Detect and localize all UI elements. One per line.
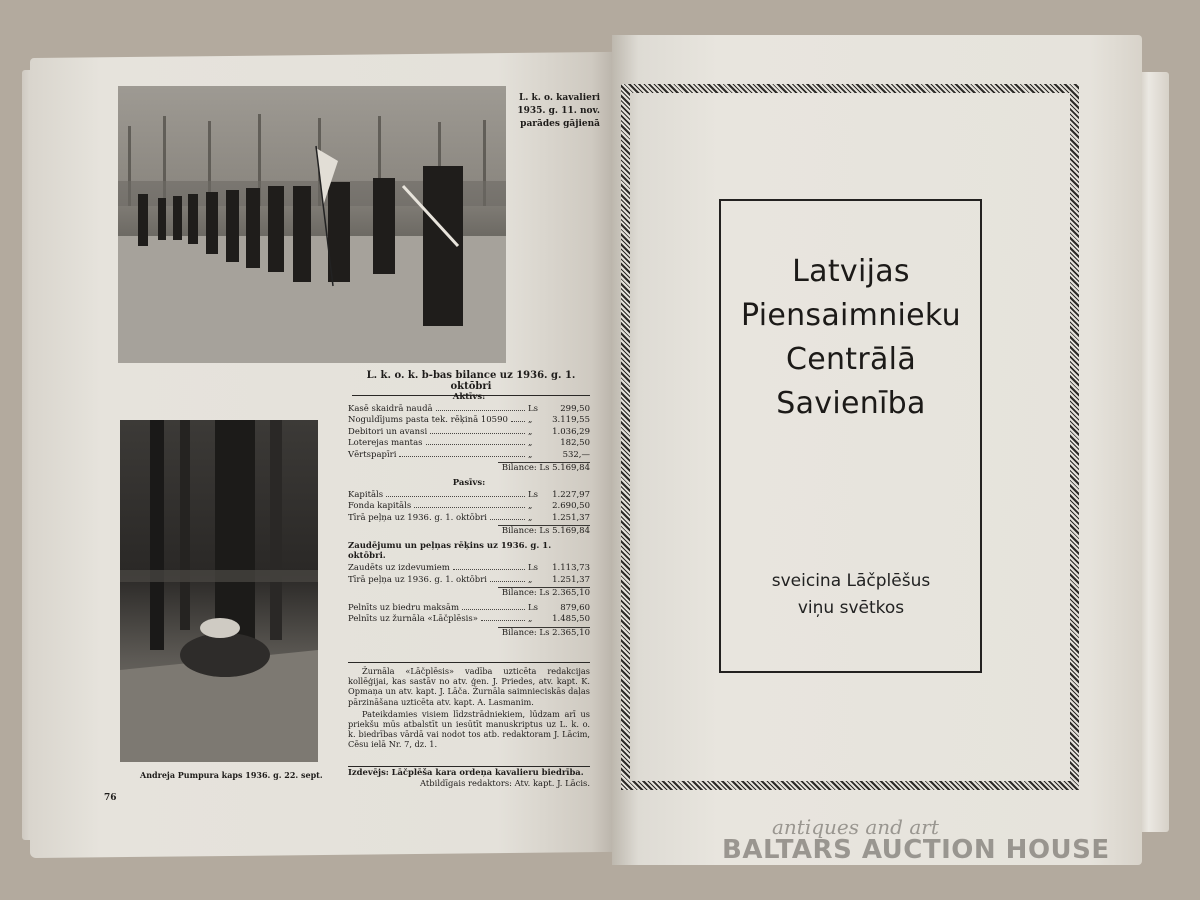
- liabilities-total: Bilance: Ls 5.169,84: [498, 525, 590, 538]
- profit-loss-heading: Zaudējumu un peļņas rēķins uz 1936. g. 1. oktōbri.: [348, 541, 552, 562]
- watermark-brand: BALTARS AUCTION HOUSE: [722, 835, 1110, 865]
- grave-photo-caption: Andreja Pumpura kaps 1936. g. 22. sept.: [140, 770, 323, 780]
- ledger-row: Pelnīts uz žurnāla «Lāčplēsis» „ 1.485,50: [348, 614, 590, 625]
- publisher-line: [348, 767, 590, 778]
- parade-photo: [118, 86, 506, 363]
- auction-watermark: [722, 815, 1122, 865]
- ad-title-line: Latvijas: [792, 254, 910, 289]
- ledger-row: Pelnīts uz biedru maksām Ls 879,60: [348, 602, 590, 613]
- publisher-label: Izdevējs:: [348, 767, 389, 777]
- profit-loss-total: Bilance: Ls 2.365,10: [498, 587, 590, 600]
- note-paragraph: Pateikdamies visiem līdzstrādniekiem, lūdzam arī us priekšu mūs atbalstīt un iesūtīt manuskriptus uz L. k. o. k. biedrības vārdā vai nodot tos atb. redaktoram J. Lācim, Cēsu ielā Nr. 7, dz. 1.: [348, 708, 590, 750]
- grave-photo: [120, 420, 318, 762]
- assets-total: Bilance: Ls 5.169,84: [498, 462, 590, 475]
- watermark-tagline: antiques and art: [772, 815, 939, 839]
- profit-loss-total-2: Bilance: Ls 2.365,10: [498, 627, 590, 640]
- ad-subtitle-line: viņu svētkos: [797, 598, 905, 618]
- caption-line: parādes gājienā: [520, 119, 600, 129]
- caption-line: 1935. g. 11. nov.: [517, 106, 600, 116]
- caption-line: L. k. o. kavalieri: [518, 93, 600, 103]
- ad-title: [722, 250, 980, 426]
- publisher-name: Lāčplēša kara ordeņa kavalieru biedrība.: [391, 767, 584, 777]
- publisher-block: [348, 766, 590, 789]
- ledger-row: Fonda kapitāls „ 2.690,50: [348, 501, 590, 512]
- ledger-row: Loterejas mantas „ 182,50: [348, 438, 590, 449]
- ledger-row: Kapitāls Ls 1.227,97: [348, 489, 590, 500]
- parade-photo-drawing: [118, 86, 506, 363]
- ledger-row: Noguldījums pasta tek. rēķinā 10590 „ 3.119,55: [348, 415, 590, 426]
- editorial-notes: [348, 662, 590, 752]
- note-paragraph: Žurnāla «Lāčplēsis» vadība uzticēta redakcijas kollēģijai, kas sastāv no atv. ģen. J. Priedes, atv. kapt. K. Opmaņa un atv. kapt. J. Lāča. Žurnāla saimnieciskās daļas pārzināšana uzticēta atv. kapt. A. Lasmanim.: [348, 666, 590, 707]
- ledger-row: Zaudēts uz izdevumiem Ls 1.113,73: [348, 563, 590, 574]
- parade-photo-caption: [510, 92, 600, 131]
- ad-title-line: Savienība: [776, 386, 926, 421]
- balance-title: L. k. o. k. b-bas bilance uz 1936. g. 1. oktōbri: [352, 370, 590, 396]
- ad-subtitle: [722, 568, 980, 622]
- ledger-row: Vērtspapīri „ 532,—: [348, 449, 590, 460]
- ledger-row: Debitori un avansi „ 1.036,29: [348, 426, 590, 437]
- grave-photo-drawing: [120, 420, 318, 762]
- assets-section: [348, 392, 590, 643]
- ad-title-line: Centrālā: [785, 342, 917, 377]
- liabilities-heading: Pasīvs:: [452, 477, 486, 488]
- ledger-row: Tīrā peļņa uz 1936. g. 1. oktōbri „ 1.251,37: [348, 512, 590, 523]
- assets-heading: Aktīvs:: [452, 392, 486, 402]
- ad-subtitle-line: sveicina Lāčplēšus: [771, 571, 931, 591]
- page-number: 76: [104, 793, 117, 803]
- ledger-row: Tīrā peļņa uz 1936. g. 1. oktōbri „ 1.251,37: [348, 574, 590, 585]
- ad-title-line: Piensaimnieku: [741, 298, 961, 333]
- ledger-row: Kasē skaidrā naudā Ls 299,50: [348, 404, 590, 414]
- editor-line: Atbildīgais redaktors: Atv. kapt. J. Lācis.: [420, 778, 590, 788]
